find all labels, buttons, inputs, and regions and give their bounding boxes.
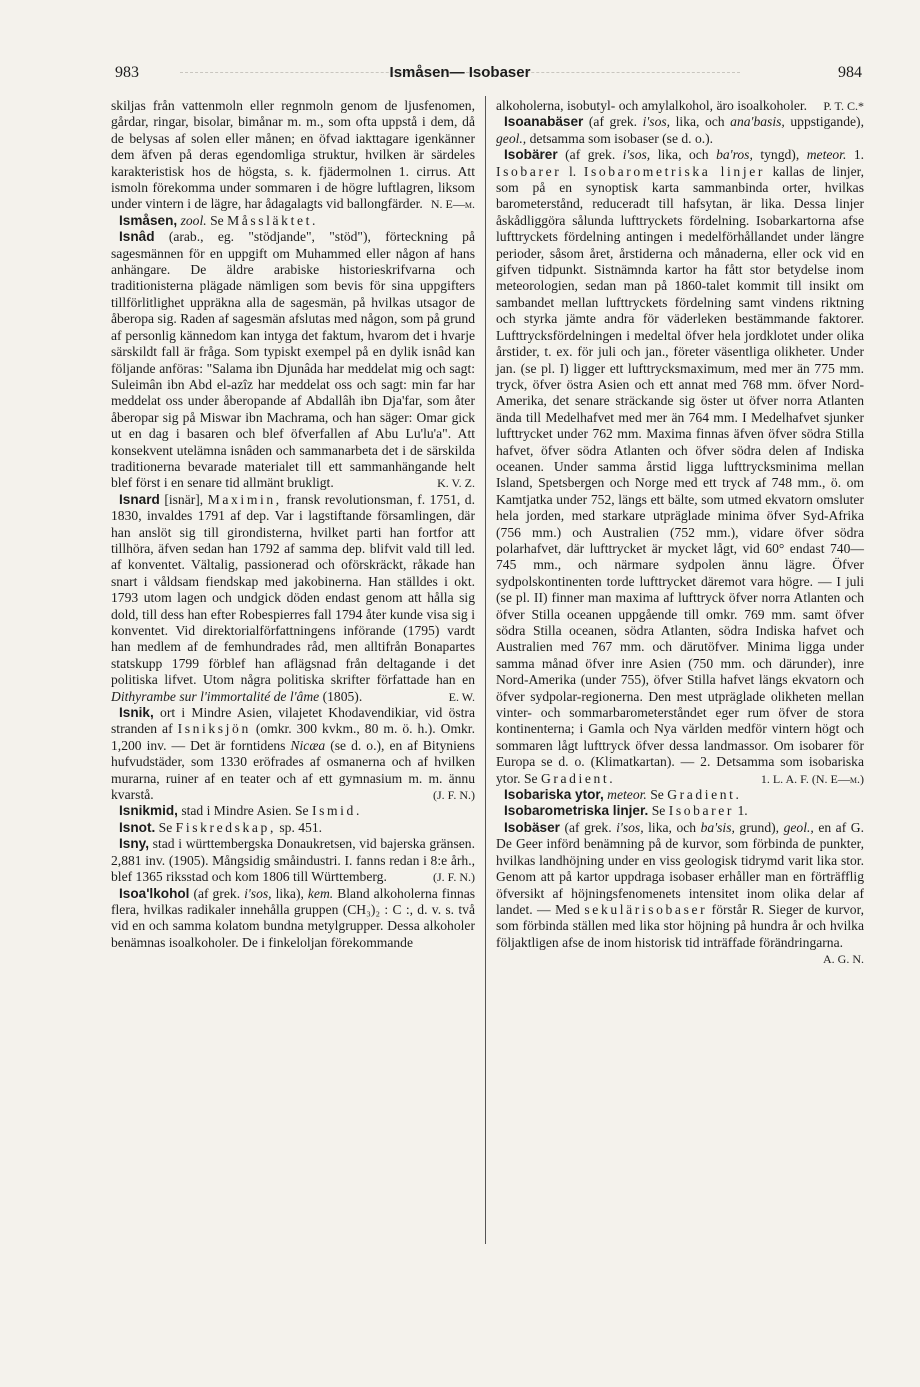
entry-text: ort i Mindre Asien, vilajetet Khodavendikiar, vid östra stranden af bbox=[111, 705, 475, 737]
headword: Isobäser bbox=[504, 819, 560, 835]
headword: Isobarometriska linjer. bbox=[504, 803, 649, 819]
see-label: Se bbox=[210, 212, 224, 228]
category: kem. bbox=[307, 885, 334, 901]
page-number-left: 983 bbox=[115, 64, 139, 81]
entry-isobarer bbox=[496, 147, 864, 787]
greek-word: ba'ros, bbox=[716, 147, 753, 163]
entry-text: alkoholerna, isobutyl- och amylalkohol, äro isoalkoholer. bbox=[496, 98, 808, 113]
etymology-meaning: lika, och bbox=[657, 147, 709, 163]
entry-continuation-left bbox=[111, 98, 475, 213]
headword: Isoa'lkohol bbox=[119, 885, 190, 901]
column-divider bbox=[485, 96, 486, 1244]
etymology-meaning: lika), bbox=[275, 885, 304, 901]
etymology-meaning: uppstigande), bbox=[790, 114, 864, 130]
column-ref: sp. 451. bbox=[279, 819, 323, 835]
entry-text: (se d. o.), en af Bityniens hufvudstäder, som 1330 eröfrades af osmanerna och af hvilken murarna, ruiner af en teater och af ett gymnasium m. m. ännu kvarstå. bbox=[111, 737, 475, 803]
work-year: (1805). bbox=[322, 688, 363, 704]
cross-reference: Måssläktet. bbox=[227, 212, 318, 228]
etymology-pre: (af grek. bbox=[193, 885, 241, 901]
greek-word: ba'sis, bbox=[700, 819, 735, 835]
entry-isnot bbox=[111, 820, 475, 836]
greek-word: i'sos, bbox=[616, 819, 644, 835]
etymology-meaning: lika, och bbox=[675, 114, 725, 130]
greek-word: i'sos, bbox=[244, 885, 272, 901]
author-signature: (J. F. N.) bbox=[432, 870, 475, 885]
entry-text: Bland alkoholerna finnas flera, hvilkas radikaler innehålla gruppen (CH₃)₂ : C :, d. v. s. två vid en och samma kolatom bundna metylgrupper. Dessa alkoholer benämnas isoalkoholer. De i finkeloljan förekommande bbox=[111, 885, 476, 950]
see-label: Se bbox=[651, 803, 666, 819]
entry-isobaser bbox=[496, 820, 864, 968]
etymology-meaning: grund), bbox=[739, 819, 780, 835]
category: meteor. bbox=[607, 787, 647, 803]
category: meteor. bbox=[806, 147, 847, 163]
entry-ismasen bbox=[111, 213, 475, 229]
author-signature: 1. L. A. F. (N. E—m.) bbox=[760, 771, 864, 786]
cross-reference: Isobarer bbox=[668, 803, 735, 819]
headword: Isnâd bbox=[119, 229, 155, 245]
cross-reference: Fiskredskap, bbox=[175, 819, 276, 835]
category: geol., bbox=[496, 130, 527, 146]
entry-text: skiljas från vattenmoln eller regnmoln genom de ljusfenomen, gårdar, ringar, bisolar, bimånar m. m., som ofta uppstå i dem, då de belysas af solen eller månen; en öfvad iakttagare igenkänner dem äfven på deras egendomliga struktur, hvilken är särdeles karakteristisk hos de högsta, s. k. fjädermolnen 1. cirrus. Att ismoln förekomma under sommaren i de högre luftlagren, liksom under vintern i de lägre, har ådagalagts vid ballongfärder. bbox=[111, 98, 475, 212]
cross-reference: Ismid. bbox=[311, 803, 362, 819]
headword: Isnard bbox=[119, 491, 160, 507]
category: zool. bbox=[180, 212, 207, 228]
entry-text: kallas de linjer, som på en synoptisk karta sammanbinda orter, hvilkas barometerstånd, reduceradt till hafsytan, är lika. Dessa linjer åskådliggöra sålunda lufttryckets fördelning. Isobarkartorna afse lufttryckets fördelning antingen i medelförhållandet under längre perioder, såsom året, årstiderna och månaderna, eller ock vid en gifven tidpunkt. Sistnämnda kartor ha fått stor betydelse inom meteorologien, sedan man på 1860-talet kommit till insikt om sambandet mellan lufttryckets fördelning samt vindens riktning och styrka jämte andra för väderleken bestämmande faktorer. Lufttrycksfördelningen i medeltal öfver hela jordklotet under olika årstider, t. ex. för juli och jan., företer väsentliga olikheter. Under jan. (se pl. I) ligger ett lufttrycksmaximum, med mer än 775 mm. tryck, öfver östra Asien och ett annat med 768 mm. öfver Nord-Amerika, det senare sträckande sig öster ut öfver norra Atlanten ända till Medelhafvet med mer än 764 mm. I Medelhafvet sjunker lufttrycket under 762 mm. Maxima finnas äfven öfver södra Stilla hafvet, öfver södra Atlanten och öfver södra delen af Indiska oceanen. Under samma årstid ligga lufttrycksminima mellan Island, Spetsbergen och Norge med ett tryck af 748 mm., ö. om Kamtjatka under 752, längs ett bälte, som utmed ekvatorn omsluter hela jorden, med starkare utpräglade minima öfver Syd-Afrika (756 mm.) och Australien (752 mm.), vidare öfver södra polarhafvet, där lufttrycket är mycket lågt, vid 60° endast 740—745 mm., och närmare sydpolen ännu lägre. Öfver sydpolskontinenten torde lufttrycket däremot vara högre. — I juli (se pl. II) finner man maxima af lufttryck öfver norra Atlanten och öfver Stilla oceanen uppgående till omkr. 769 mm. samt öfver södra Stilla oceanen, södra Atlanten, södra Indiska hafvet och Australien med 767 mm. och därutöfver. Minima ligga under samma månad öfver inre Asien (750 mm. och därunder), inre Nord-Amerika (under 755), öfver Stilla hafvet längs ekvatorn och öfver sydpolar-regionerna. Den mest utpräglade olikheten mellan vinter- och sommarbarometerståndet eger rum öfver de stora kontinenterna; i Gamla och Nya världen medför vintern högt och sommaren lågt lufttryck öfver dessa landmassor. Om isobarer för Europa se d. o. (Klimatkartan). — 2. Detsamma som isobariska ytor. Se bbox=[496, 163, 864, 786]
entry-text: fransk revolutionsman, f. 1751, d. 1830, invaldes 1791 af dep. Var i lagstiftande församlingen, där han anslöt sig till girondisterna, hvilket parti han fortfor att tillhöra, äfven sedan han 1792 af samma dep. blifvit vald till led. af konventet. Vältalig, passionerad och oförskräckt, råkade han snart i våldsam fiendskap med jakobinerna. Han ställdes i okt. 1793 utom lagen och undgick döden endast genom att hålla sig dold, till dess han efter Robespierres fall 1794 åter kunde visa sig i konventet. Vid direktorialförfattningens införande (1795) vardt han medlem af de femhundrades råd, men alltifrån Bonapartes statskupp 1799 förblef han aflägsnad från deltagande i det politiska lifvet. Utom några politiska skrifter författade han en bbox=[111, 491, 475, 688]
etymology-meaning: tyngd), bbox=[760, 147, 800, 163]
entry-isny bbox=[111, 836, 475, 885]
entry-isoanabaser bbox=[496, 114, 864, 147]
author-signature: N. E—m. bbox=[430, 197, 475, 212]
entry-isnard bbox=[111, 492, 475, 705]
left-column bbox=[111, 98, 475, 951]
entry-text: stad i württembergska Donaukretsen, vid bajerska gränsen. 2,881 inv. (1905). Mångsidig småindustri. I. fanns redan i 8:e årh., blef 1365 riksstad och kom 1806 till Württemberg. bbox=[111, 836, 475, 885]
author-signature: P. T. C.* bbox=[823, 99, 864, 113]
etymology-meaning: lika, och bbox=[648, 819, 697, 835]
entry-text: stad i Mindre Asien. Se bbox=[181, 803, 309, 819]
cross-reference: Gradient. bbox=[667, 787, 742, 803]
see-label: Se bbox=[650, 787, 664, 803]
or-label: l. bbox=[569, 163, 577, 179]
headword: Ismåsen, bbox=[119, 212, 178, 228]
etymology-pre: (af grek. bbox=[565, 147, 616, 163]
right-column bbox=[496, 98, 864, 968]
sense-number: 1. bbox=[853, 147, 865, 163]
entry-isobarometriska bbox=[496, 803, 864, 819]
author-signature: (J. F. N.) bbox=[432, 788, 475, 803]
entry-isnad bbox=[111, 229, 475, 492]
entry-text: förstår R. Sieger de kurvor, som förbinda ställen med lika stor höjning på hundra år och hvilka följaktligen afse de inom historisk tid inträffade förändringarna. bbox=[496, 901, 864, 950]
etymology-pre: (af grek. bbox=[564, 819, 612, 835]
entry-isnikmid bbox=[111, 803, 475, 819]
author-signature: K. V. Z. bbox=[437, 476, 475, 491]
headword: Isnot. bbox=[119, 819, 156, 835]
etymology-pre: (af grek. bbox=[588, 114, 638, 130]
pronunciation: [isnär], bbox=[164, 491, 204, 507]
entry-isobariska bbox=[496, 787, 864, 803]
entry-text: detsamma som isobaser (se d. o.). bbox=[529, 130, 714, 146]
headword: Isnik, bbox=[119, 705, 154, 721]
greek-word: i'sos, bbox=[622, 147, 651, 163]
ancient-name: Nicæa bbox=[290, 737, 326, 753]
spaced-term: Isobarometriska linjer bbox=[583, 163, 765, 179]
entry-isoalkohol bbox=[111, 886, 475, 952]
spaced-term: sekulärisobaser bbox=[584, 901, 708, 917]
entry-isnik bbox=[111, 705, 475, 803]
entry-text: (arab., eg. "stödjande", "stöd"), förteckning på sagesmännen för en uppgift om Muhammed eller någon af hans anhängare. De äldre arabiske historieskrifvarna och traditionisterna plägade nämligen som bevis för sina uppgifters tillförlitlighet uppräkna alla de sagesmän, på hvilkas utsagor de åberopa sig. Raden af sagesmän afslutas med någon, som på grund af personlig kännedom kan intyga det faktum, hvarom det i hvarje särskildt fall är fråga. Som typiskt exempel på en dylik isnâd kan följande anföras: "Salama ibn Djunâda har meddelat mig och sagt: Suleimân ibn Abd el-azîz har meddelat oss och sagt: min far har meddelat oss under åberopande af Abdallâh ibn Dja'far, som åter åberopar sig på Miswar ibn Machrama, och han säger: Omar gick ut en dag i basaren och blef öfverfallen af Abu Lu'lu'a". Att konsekvent utelämna isnâden och sammanarbeta det i de särskilda traditionerna bevarade materialet till ett sammanhängande helt blef först i en senare tid allmänt brukligt. bbox=[111, 229, 475, 491]
greek-word: i'sos, bbox=[642, 114, 671, 130]
greek-word: ana'basis, bbox=[730, 114, 785, 130]
cross-reference: Isniksjön bbox=[177, 721, 251, 737]
see-label: Se bbox=[158, 819, 173, 835]
page-header bbox=[0, 64, 920, 86]
headword: Isnikmid, bbox=[119, 803, 178, 819]
author-signature: E. W. bbox=[448, 689, 475, 704]
entry-text: en af G. De Geer införd benämning på de kurvor, som förbinda de punkter, hvilkas landhöjning under en viss geologisk tidrymd varit lika stor. Genom att på kartor uppdraga isobaser erhåller man en förträfflig öfversikt af höjningsfenomenets intensitet inom olika delar af landet. — Med bbox=[496, 819, 864, 917]
sense-number: 1. bbox=[737, 803, 748, 819]
work-title: Dithyrambe sur l'immortalité de l'âme bbox=[111, 688, 320, 704]
running-title: Ismåsen— Isobaser bbox=[389, 64, 531, 81]
headword: Isobariska ytor, bbox=[504, 787, 604, 803]
entry-text: (omkr. 300 kvkm., 80 m. ö. h.). Omkr. 1,200 inv. — Det är forntidens bbox=[111, 721, 475, 753]
entry-continuation-right bbox=[496, 98, 864, 114]
headword: Isobärer bbox=[504, 147, 558, 163]
cross-reference: Gradient. bbox=[540, 770, 616, 786]
headword: Isoanabäser bbox=[504, 114, 584, 130]
spaced-term: Isobarer bbox=[496, 163, 562, 179]
page-number-right: 984 bbox=[838, 64, 862, 81]
category: geol., bbox=[783, 819, 814, 835]
author-signature: A. G. N. bbox=[823, 952, 864, 967]
headword: Isny, bbox=[119, 836, 149, 852]
given-name: Maximin, bbox=[207, 491, 282, 507]
